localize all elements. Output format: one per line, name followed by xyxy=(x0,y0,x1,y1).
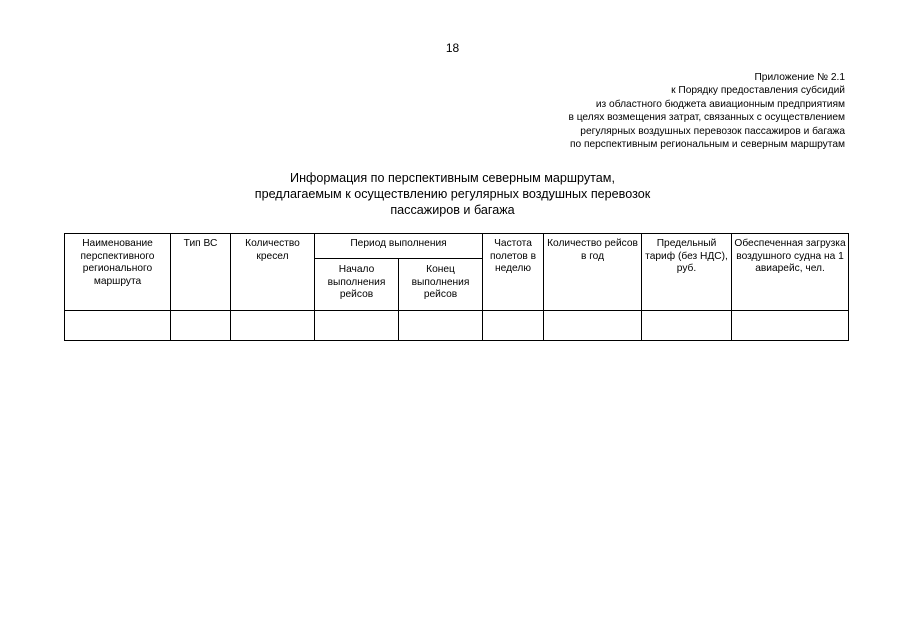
document-title xyxy=(0,170,905,218)
header-route-name: Наименование перспективного регионального маршрута xyxy=(65,234,171,311)
table-cell xyxy=(483,311,544,341)
appendix-line: к Порядку предоставления субсидий xyxy=(671,85,845,97)
table-cell xyxy=(399,311,483,341)
table-cell xyxy=(65,311,171,341)
header-flights-per-year: Количество рейсов в год xyxy=(544,234,642,311)
header-aircraft-type: Тип ВС xyxy=(171,234,231,311)
table-cell xyxy=(171,311,231,341)
title-line: Информация по перспективным северным маршрутам, xyxy=(290,171,615,185)
header-period-start: Начало выполнения рейсов xyxy=(315,259,399,311)
header-period: Период выполнения xyxy=(315,234,483,259)
table-cell xyxy=(732,311,849,341)
header-max-fare: Предельный тариф (без НДС), руб. xyxy=(642,234,732,311)
header-load: Обеспеченная загрузка воздушного судна на 1 авиарейс, чел. xyxy=(732,234,849,311)
page-number: 18 xyxy=(445,41,460,55)
header-seats: Количество кресел xyxy=(231,234,315,311)
table-cell xyxy=(231,311,315,341)
appendix-note xyxy=(568,71,845,151)
table-cell xyxy=(642,311,732,341)
table-cell xyxy=(315,311,399,341)
appendix-line: регулярных воздушных перевозок пассажиров и багажа xyxy=(580,125,845,137)
title-line: пассажиров и багажа xyxy=(390,203,515,217)
appendix-line: из областного бюджета авиационным предприятиям xyxy=(595,98,845,110)
appendix-line: по перспективным региональным и северным маршрутам xyxy=(569,139,845,151)
appendix-line: Приложение № 2.1 xyxy=(754,72,845,83)
header-frequency: Частота полетов в неделю xyxy=(483,234,544,311)
header-period-end: Конец выполнения рейсов xyxy=(399,259,483,311)
title-line: предлагаемым к осуществлению регулярных воздушных перевозок xyxy=(254,187,651,201)
table-row xyxy=(65,311,849,341)
appendix-line: в целях возмещения затрат, связанных с осуществлением xyxy=(568,112,845,124)
routes-table xyxy=(64,233,849,341)
table-cell xyxy=(544,311,642,341)
